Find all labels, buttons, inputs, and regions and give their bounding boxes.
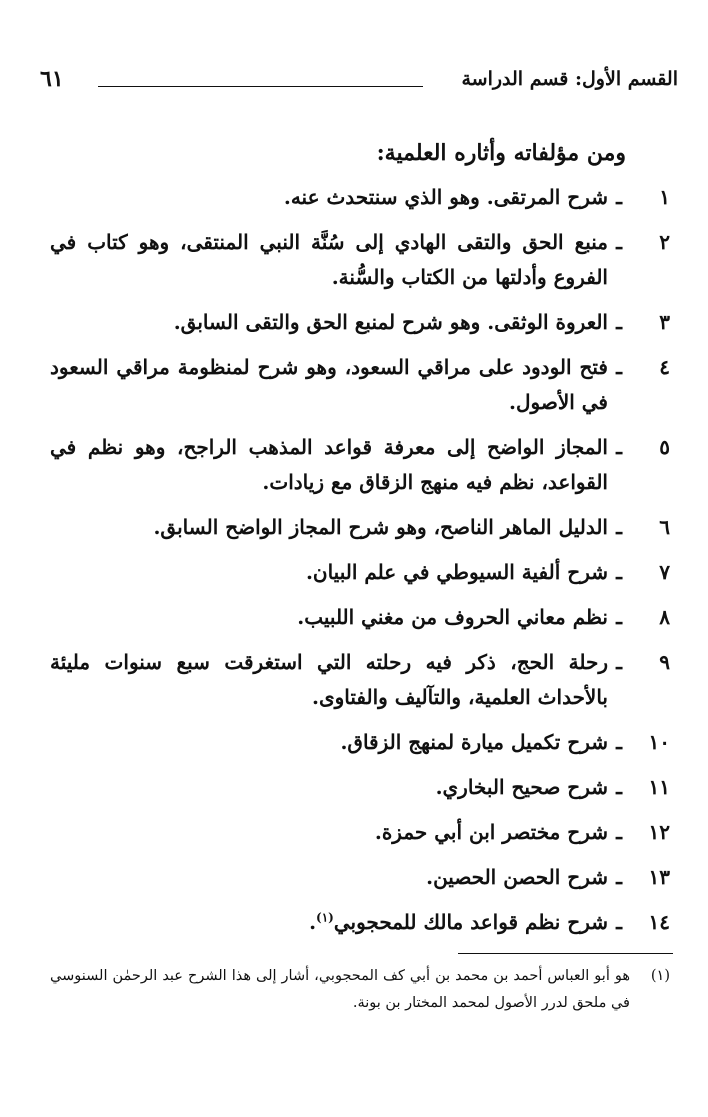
list-item	[50, 180, 670, 215]
list-item	[50, 305, 670, 340]
item-text	[50, 645, 608, 715]
item-dash: ـ	[616, 730, 622, 754]
item-number: ١	[659, 185, 670, 209]
item-number: ١٤	[648, 910, 670, 934]
item-number: ٩	[659, 650, 670, 674]
item-text-body: نظم معاني الحروف من مغني اللبيب.	[297, 605, 608, 629]
list-item	[50, 815, 670, 850]
item-text	[50, 430, 608, 500]
item-text	[50, 905, 608, 940]
running-header	[40, 64, 678, 94]
item-dash: ـ	[616, 355, 622, 379]
item-text	[50, 770, 608, 805]
item-text-body: العروة الوثقى. وهو شرح لمنبع الحق والتقى السابق.	[173, 310, 608, 334]
item-dash: ـ	[616, 560, 622, 584]
footnote-text: هو أبو العباس أحمد بن محمد بن أبي كف المحجوبي، أشار إلى هذا الشرح عبد الرحمٰن السنوسي في ملحق لدرر الأصول لمحمد المختار بن بونة.	[50, 968, 630, 1011]
item-text-tail: .	[309, 910, 317, 934]
item-text-body: شرح المرتقى. وهو الذي سنتحدث عنه.	[283, 185, 608, 209]
item-number: ٧	[659, 560, 670, 584]
item-number: ١٣	[648, 865, 670, 889]
item-number: ٦	[659, 515, 670, 539]
item-number: ٢	[659, 230, 670, 254]
list-item	[50, 725, 670, 760]
list-item	[50, 430, 670, 500]
item-text-body: شرح ألفية السيوطي في علم البيان.	[305, 560, 608, 584]
item-dash: ـ	[616, 310, 622, 334]
item-number: ١٠	[648, 730, 670, 754]
page-number: ٦١	[40, 66, 64, 92]
works-list	[50, 180, 670, 950]
list-item	[50, 770, 670, 805]
item-text	[50, 725, 608, 760]
item-text-body: شرح نظم قواعد مالك للمحجوبي	[333, 910, 608, 934]
item-text	[50, 860, 608, 895]
list-item	[50, 600, 670, 635]
item-dash: ـ	[616, 515, 622, 539]
item-text	[50, 225, 608, 295]
item-text	[50, 555, 608, 590]
item-text	[50, 510, 608, 545]
item-number: ٤	[659, 355, 670, 379]
item-text-body: المجاز الواضح إلى معرفة قواعد المذهب الراجح، وهو نظم في القواعد، نظم فيه منهج الزقاق مع زيادات.	[50, 435, 608, 494]
item-dash: ـ	[616, 775, 622, 799]
item-dash: ـ	[616, 185, 622, 209]
item-text-body: شرح مختصر ابن أبي حمزة.	[374, 820, 608, 844]
list-item	[50, 510, 670, 545]
item-text-body: شرح الحصن الحصين.	[426, 865, 608, 889]
header-rule	[98, 86, 423, 87]
item-number: ١٢	[648, 820, 670, 844]
list-item	[50, 860, 670, 895]
item-text	[50, 180, 608, 215]
item-dash: ـ	[616, 865, 622, 889]
section-heading: ومن مؤلفاته وأثاره العلمية:	[376, 140, 626, 166]
item-dash: ـ	[616, 435, 622, 459]
item-number: ٨	[659, 605, 670, 629]
list-item	[50, 555, 670, 590]
item-text-body: شرح صحيح البخاري.	[435, 775, 608, 799]
item-number: ٣	[659, 310, 670, 334]
item-dash: ـ	[616, 820, 622, 844]
list-item	[50, 645, 670, 715]
item-dash: ـ	[616, 605, 622, 629]
footnote-rule	[458, 953, 673, 954]
list-item	[50, 225, 670, 295]
item-text-body: منبع الحق والتقى الهادي إلى سُنَّة النبي المنتقى، وهو كتاب في الفروع وأدلتها من الكتاب والسُّنة.	[50, 230, 608, 289]
item-text	[50, 815, 608, 850]
item-text-body: الدليل الماهر الناصح، وهو شرح المجاز الواضح السابق.	[153, 515, 608, 539]
footnote-reference[interactable]: (١)	[316, 910, 334, 925]
footnote	[50, 963, 670, 1017]
item-text	[50, 600, 608, 635]
item-text	[50, 350, 608, 420]
item-text	[50, 305, 608, 340]
list-item	[50, 350, 670, 420]
item-dash: ـ	[616, 650, 622, 674]
item-dash: ـ	[616, 910, 622, 934]
item-number: ١١	[648, 775, 670, 799]
header-title: القسم الأول: قسم الدراسة	[461, 68, 678, 90]
item-text-body: فتح الودود على مراقي السعود، وهو شرح لمنظومة مراقي السعود في الأصول.	[50, 355, 608, 414]
list-item	[50, 905, 670, 940]
footnote-mark: (١)	[650, 968, 670, 984]
item-text-body: شرح تكميل ميارة لمنهج الزقاق.	[340, 730, 608, 754]
item-text-body: رحلة الحج، ذكر فيه رحلته التي استغرقت سبع سنوات مليئة بالأحداث العلمية، والتآليف والفتاوى.	[50, 650, 608, 709]
item-number: ٥	[659, 435, 670, 459]
item-dash: ـ	[616, 230, 622, 254]
